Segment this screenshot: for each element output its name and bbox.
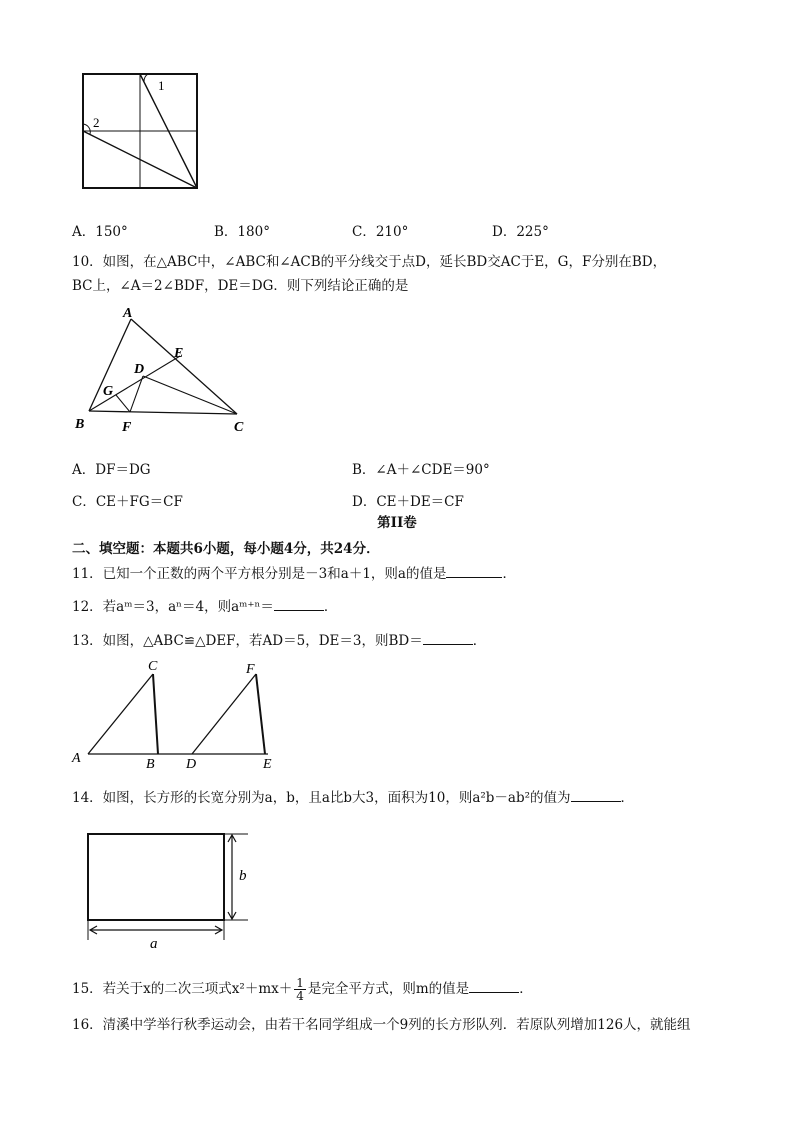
q10-label-g: G: [103, 384, 114, 399]
q10-line-1: 10．如图，在△ABC中，∠ABC和∠ACB的平分线交于点D，延长BD交AC于E，G，F分别在BD，: [72, 254, 667, 270]
q15-answer-blank[interactable]: [469, 980, 519, 993]
q10-label-c: C: [234, 420, 244, 435]
q9-option-b[interactable]: B．180°: [214, 224, 270, 240]
q13-label-d: D: [186, 757, 197, 772]
q13-side-cb: [153, 674, 158, 754]
q15-end: ．: [519, 981, 533, 997]
q9-option-a[interactable]: A．150°: [72, 224, 128, 240]
q10-figure: [70, 300, 260, 440]
q10-label-a: A: [123, 306, 133, 321]
q13-figure: [68, 656, 288, 774]
q13-label-b: B: [146, 757, 155, 772]
q15-pre: 15．若关于x的二次三项式x²＋mx＋: [72, 981, 293, 997]
q12-end: ．: [323, 599, 338, 615]
q10-option-a[interactable]: A．DF＝DG: [72, 462, 151, 478]
q10-label-e: E: [174, 346, 184, 361]
section-title: 第II卷: [377, 515, 417, 531]
q10-side-ac: [131, 319, 237, 414]
q10-option-b[interactable]: B．∠A＋∠CDE＝90°: [352, 462, 490, 478]
q16-line-1: 16．清溪中学举行秋季运动会，由若干名同学组成一个9列的长方形队列．若原队列增加126人，就能组: [72, 1017, 691, 1033]
q14-label-b: b: [239, 868, 247, 884]
q15-post: 是完全平方式，则m的值是: [307, 981, 470, 997]
q14-end: ．: [620, 790, 635, 806]
q13-text: 13．如图，△ABC≌△DEF，若AD＝5，DE＝3，则BD＝: [72, 633, 423, 649]
q13-label-f: F: [246, 662, 255, 677]
q9-angle-1-arc: [144, 74, 148, 82]
q13-label-c: C: [148, 659, 158, 674]
q12: [72, 598, 337, 616]
q13: [72, 632, 486, 650]
q9-figure: [78, 70, 208, 195]
q10-line-2: BC上，∠A＝2∠BDF，DE＝DG．则下列结论正确的是: [72, 278, 409, 294]
q13-end: ．: [472, 633, 487, 649]
q9-option-c[interactable]: C．210°: [352, 224, 409, 240]
q13-answer-blank[interactable]: [423, 632, 473, 645]
q10-option-d[interactable]: D．CE＋DE＝CF: [352, 494, 464, 510]
q10-label-b: B: [75, 417, 85, 432]
q11-text: 11．已知一个正数的两个平方根分别是－3和a＋1，则a的值是: [72, 566, 447, 582]
q13-label-e: E: [263, 757, 272, 772]
q10-line-gf: [116, 395, 130, 412]
q10-line-dc: [143, 376, 237, 414]
q10-option-c[interactable]: C．CE＋FG＝CF: [72, 494, 183, 510]
q14-label-a: a: [150, 936, 158, 952]
q10-side-bc: [89, 411, 237, 414]
q15-fraction-numerator: 1: [296, 976, 304, 990]
q9-label-1: 1: [158, 78, 165, 93]
q11-end: ．: [502, 566, 516, 582]
q10-label-d: D: [134, 362, 145, 377]
q13-side-df: [192, 674, 256, 754]
q10-line-df: [130, 376, 143, 412]
q12-answer-blank[interactable]: [274, 598, 324, 611]
section-heading: 二、填空题：本题共6小题，每小题4分，共24分．: [72, 541, 380, 557]
q15-fraction-denominator: 4: [296, 989, 304, 1003]
q15: [72, 975, 533, 1003]
q14-text: 14．如图，长方形的长宽分别为a，b，且a比b大3，面积为10，则a²b－ab²的值为: [72, 790, 571, 806]
q15-fraction: [294, 977, 306, 1002]
q13-label-a: A: [72, 751, 81, 766]
q14-answer-blank[interactable]: [571, 789, 621, 802]
q9-label-2: 2: [93, 115, 100, 130]
q14-rectangle: [88, 834, 224, 920]
q10-label-f: F: [122, 420, 132, 435]
q14: [72, 789, 634, 807]
q14-figure: [80, 826, 270, 954]
q13-side-ac: [88, 674, 153, 754]
q11-answer-blank[interactable]: [446, 565, 502, 578]
q9-option-d[interactable]: D．225°: [492, 224, 549, 240]
q12-text: 12．若aᵐ＝3，aⁿ＝4，则aᵐ⁺ⁿ＝: [72, 599, 274, 615]
q11: [72, 565, 516, 583]
q13-side-fe: [256, 674, 265, 754]
